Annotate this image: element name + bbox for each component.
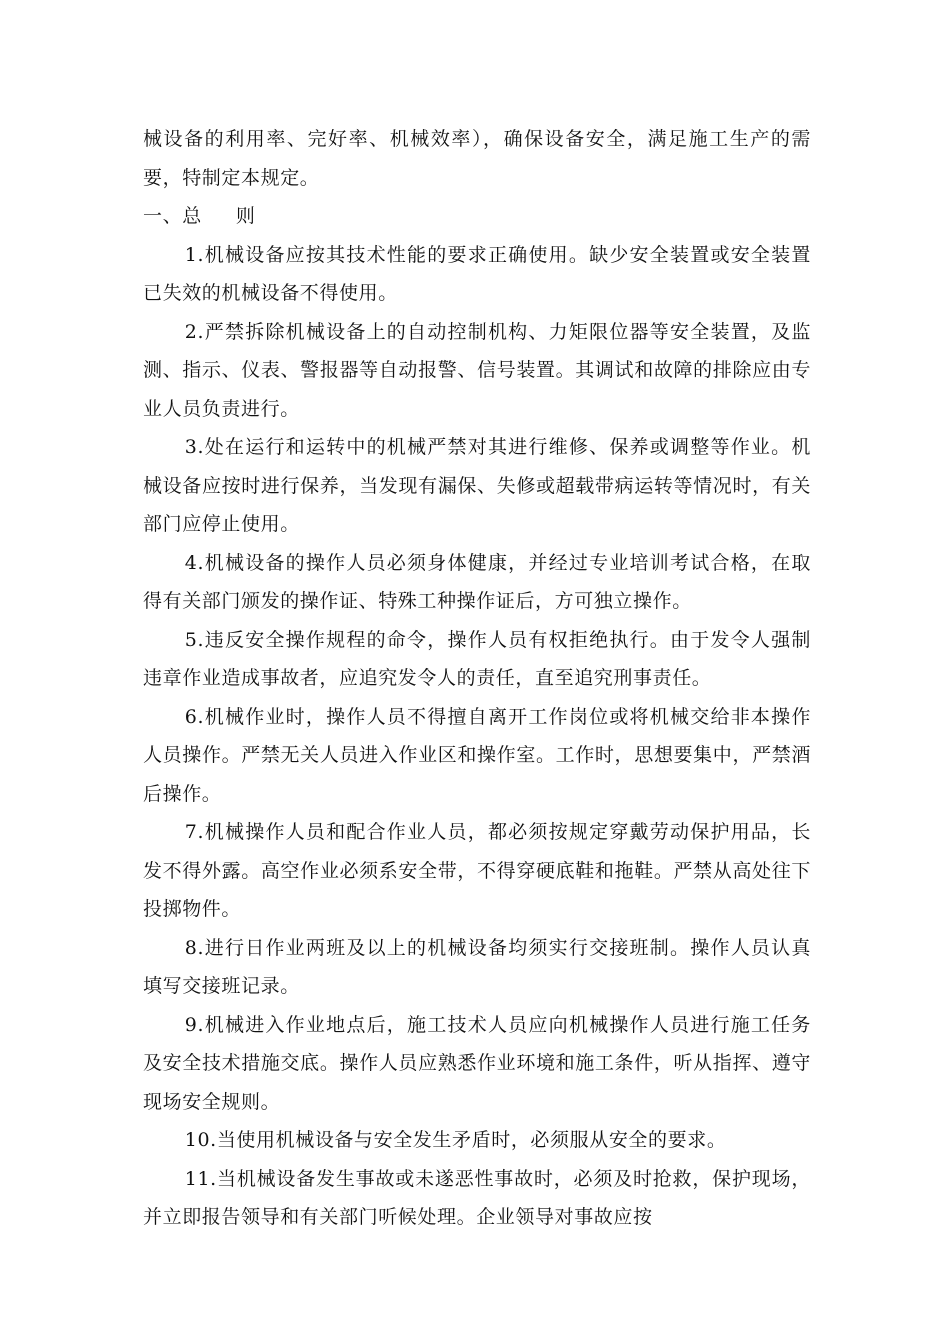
rule-paragraph-3: 3.处在运行和运转中的机械严禁对其进行维修、保养或调整等作业。机械设备应按时进行保养，当发现有漏保、失修或超载带病运转等情况时，有关部门应停止使用。	[143, 436, 811, 535]
document-body	[143, 120, 811, 1237]
rule-paragraph-11: 11.当机械设备发生事故或未遂恶性事故时，必须及时抢救，保护现场，并立即报告领导和有关部门听候处理。企业领导对事故应按	[143, 1167, 811, 1228]
rule-paragraph-5: 5.违反安全操作规程的命令，操作人员有权拒绝执行。由于发令人强制违章作业造成事故者，应追究发令人的责任，直至追究刑事责任。	[143, 628, 811, 689]
section-heading-title: 则	[235, 205, 256, 227]
rule-paragraph-6: 6.机械作业时，操作人员不得擅自离开工作岗位或将机械交给非本操作人员操作。严禁无关人员进入作业区和操作室。工作时，思想要集中，严禁酒后操作。	[143, 705, 811, 805]
section-heading-number: 一、总	[143, 205, 202, 227]
rule-paragraph-2: 2.严禁拆除机械设备上的自动控制机构、力矩限位器等安全装置，及监测、指示、仪表、警报器等自动报警、信号装置。其调试和故障的排除应由专业人员负责进行。	[143, 320, 811, 420]
rule-paragraph-1: 1.机械设备应按其技术性能的要求正确使用。缺少安全装置或安全装置已失效的机械设备不得使用。	[143, 243, 811, 304]
rule-paragraph-8: 8.进行日作业两班及以上的机械设备均须实行交接班制。操作人员认真填写交接班记录。	[143, 936, 811, 997]
rule-paragraph-7: 7.机械操作人员和配合作业人员，都必须按规定穿戴劳动保护用品，长发不得外露。高空作业必须系安全带，不得穿硬底鞋和拖鞋。严禁从高处往下投掷物件。	[143, 821, 811, 920]
rule-paragraph-10: 10.当使用机械设备与安全发生矛盾时，必须服从安全的要求。	[184, 1129, 727, 1151]
section-heading	[143, 197, 811, 236]
rule-paragraph-4: 4.机械设备的操作人员必须身体健康，并经过专业培训考试合格，在取得有关部门颁发的操作证、特殊工种操作证后，方可独立操作。	[143, 551, 811, 612]
intro-paragraph: 械设备的利用率、完好率、机械效率），确保设备安全，满足施工生产的需要，特制定本规定。	[143, 128, 811, 189]
rule-paragraph-9: 9.机械进入作业地点后，施工技术人员应向机械操作人员进行施工任务及安全技术措施交底。操作人员应熟悉作业环境和施工条件，听从指挥、遵守现场安全规则。	[143, 1013, 811, 1113]
